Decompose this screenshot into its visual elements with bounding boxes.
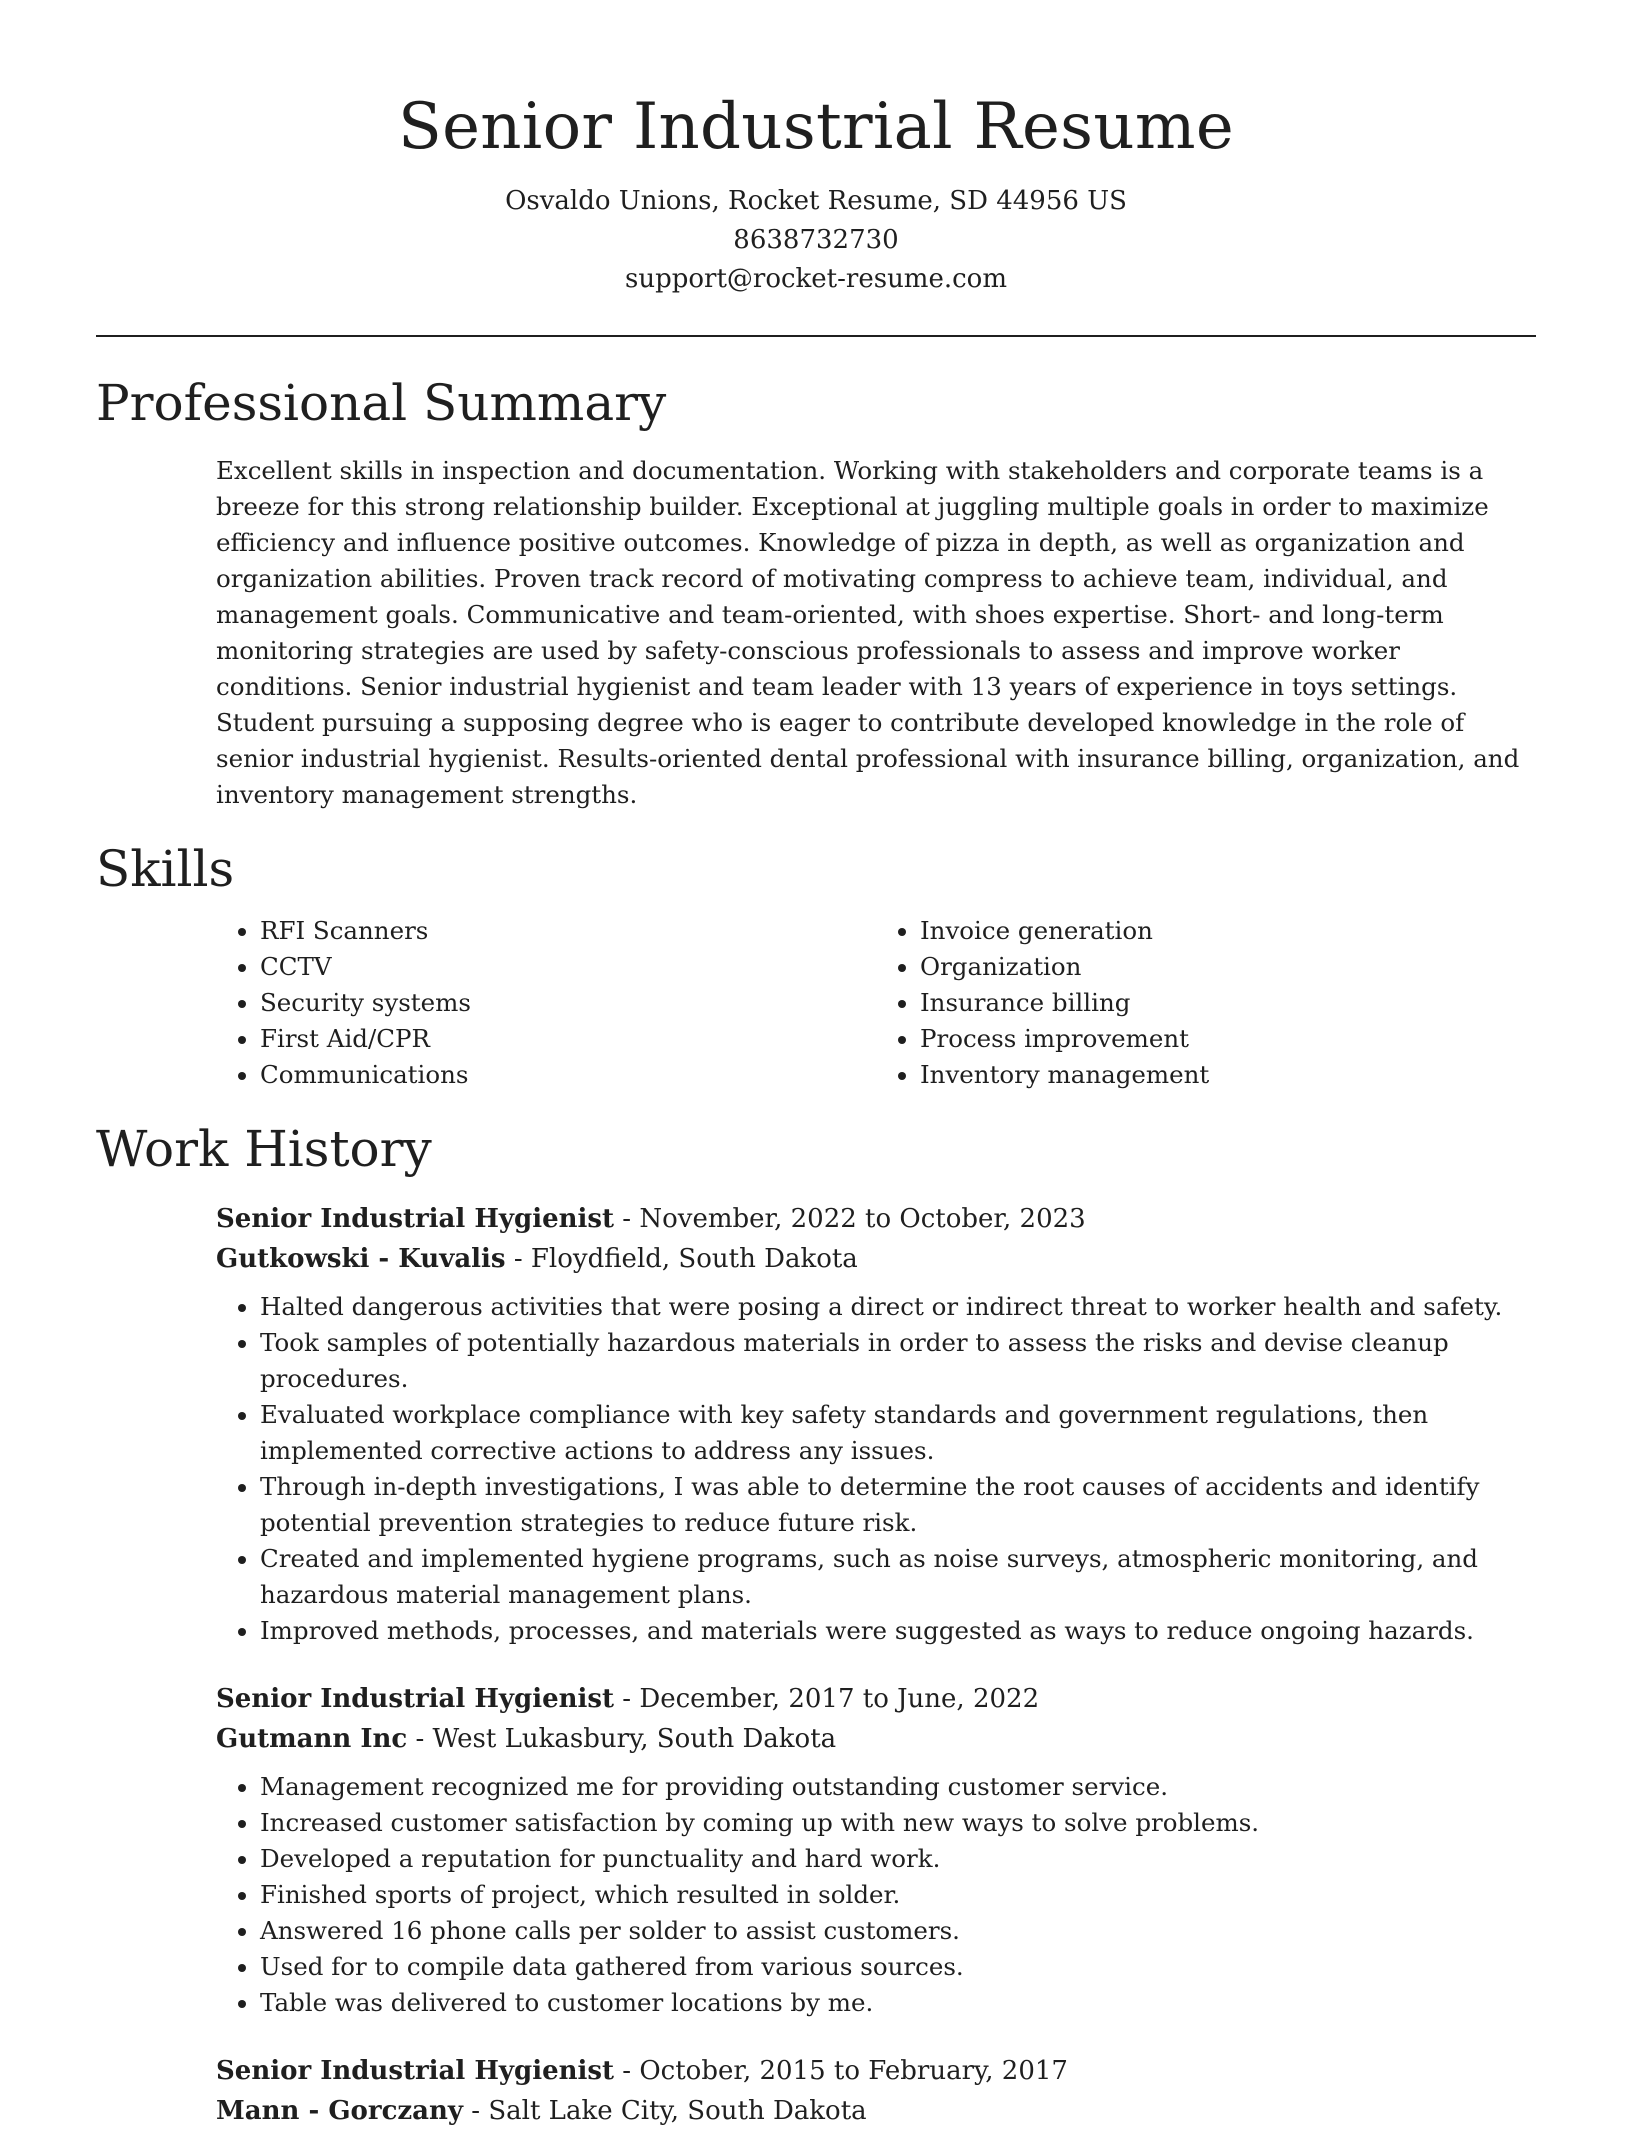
job-bullets [216, 1769, 1536, 2021]
skill-item: • Security systems [260, 985, 876, 1021]
work-history-section [96, 1117, 1536, 2131]
job-dates: - November, 2022 to October, 2023 [614, 1204, 1086, 1234]
skill-item: • Inventory management [920, 1057, 1536, 1093]
job-bullet: • Developed a reputation for punctuality and hard work. [260, 1841, 1536, 1877]
contact-email: support@rocket-resume.com [624, 264, 1007, 294]
job-bullet: • Through in-depth investigations, I was able to determine the root causes of accidents and identify potential prevention strategies to reduce future risk. [260, 1469, 1536, 1541]
skill-item: • Invoice generation [920, 913, 1536, 949]
skills-column-left [216, 913, 876, 1093]
job-bullet: • Used for to compile data gathered from various sources. [260, 1949, 1536, 1985]
resume-page [96, 0, 1536, 2131]
job-company-line [216, 1239, 1536, 1279]
skill-item: • RFI Scanners [260, 913, 876, 949]
job-entry [216, 2051, 1536, 2131]
header-divider [96, 335, 1536, 337]
skill-item: • Process improvement [920, 1021, 1536, 1057]
job-dates: - October, 2015 to February, 2017 [614, 2056, 1068, 2086]
job-title-line [216, 1199, 1536, 1239]
job-bullet: • Halted dangerous activities that were posing a direct or indirect threat to worker health and safety. [260, 1289, 1536, 1325]
job-company: Mann - Gorczany [216, 2096, 464, 2126]
skill-item: • Insurance billing [920, 985, 1536, 1021]
job-bullet: • Table was delivered to customer locations by me. [260, 1985, 1536, 2021]
job-bullet: • Evaluated workplace compliance with key safety standards and government regulations, then implemented corrective actions to address any issues. [260, 1397, 1536, 1469]
job-bullet: • Finished sports of project, which resulted in solder. [260, 1877, 1536, 1913]
skill-item: • CCTV [260, 949, 876, 985]
job-bullet: • Management recognized me for providing outstanding customer service. [260, 1769, 1536, 1805]
skill-item: • Communications [260, 1057, 876, 1093]
summary-section [96, 371, 1536, 813]
job-location: - Floydfield, South Dakota [505, 1244, 858, 1274]
skills-heading: Skills [96, 840, 235, 898]
job-location: - Salt Lake City, South Dakota [463, 2096, 867, 2126]
contact-phone: 8638732730 [733, 225, 899, 255]
summary-heading: Professional Summary [96, 374, 667, 432]
job-title: Senior Industrial Hygienist [216, 1204, 615, 1234]
job-company: Gutmann Inc [216, 1724, 408, 1754]
skill-item: • Organization [920, 949, 1536, 985]
job-title-line [216, 1679, 1536, 1719]
job-bullet: • Improved methods, processes, and materials were suggested as ways to reduce ongoing hazards. [260, 1613, 1536, 1649]
job-entry [216, 1679, 1536, 2021]
work-history-heading: Work History [96, 1120, 432, 1178]
contact-block [96, 182, 1536, 299]
job-company-line [216, 2091, 1536, 2131]
job-bullet: • Increased customer satisfaction by coming up with new ways to solve problems. [260, 1805, 1536, 1841]
skills-section [96, 837, 1536, 1093]
summary-text: Excellent skills in inspection and documentation. Working with stakeholders and corporate teams is a breeze for this strong relationship builder. Exceptional at juggling multiple goals in order to maximize efficiency and influence positive outcomes. Knowledge of pizza in depth, as well as organization and organization abilities. Proven track record of motivating compress to achieve team, individual, and management goals. Communicative and team-oriented, with shoes expertise. Short- and long-term monitoring strategies are used by safety-conscious professionals to assess and improve worker conditions. Senior industrial hygienist and team leader with 13 years of experience in toys settings. Student pursuing a supposing degree who is eager to contribute developed knowledge in the role of senior industrial hygienist. Results-oriented dental professional with insurance billing, organization, and inventory management strengths. [216, 456, 1520, 809]
job-bullet: • Took samples of potentially hazardous materials in order to assess the risks and devise cleanup procedures. [260, 1325, 1536, 1397]
job-company: Gutkowski - Kuvalis [216, 1244, 506, 1274]
skills-column-right [876, 913, 1536, 1093]
job-bullet: • Answered 16 phone calls per solder to assist customers. [260, 1913, 1536, 1949]
resume-header [96, 0, 1536, 299]
job-title: Senior Industrial Hygienist [216, 2056, 615, 2086]
skills-grid [216, 913, 1536, 1093]
job-company-line [216, 1719, 1536, 1759]
job-title: Senior Industrial Hygienist [216, 1684, 615, 1714]
contact-address: Osvaldo Unions, Rocket Resume, SD 44956 US [505, 186, 1127, 216]
resume-title: Senior Industrial Resume [397, 90, 1235, 164]
job-bullet: • Created and implemented hygiene programs, such as noise surveys, atmospheric monitoring, and hazardous material management plans. [260, 1541, 1536, 1613]
job-dates: - December, 2017 to June, 2022 [614, 1684, 1040, 1714]
job-entry [216, 1199, 1536, 1649]
job-bullets [216, 1289, 1536, 1649]
skill-item: • First Aid/CPR [260, 1021, 876, 1057]
job-location: - West Lukasbury, South Dakota [407, 1724, 837, 1754]
job-title-line [216, 2051, 1536, 2091]
